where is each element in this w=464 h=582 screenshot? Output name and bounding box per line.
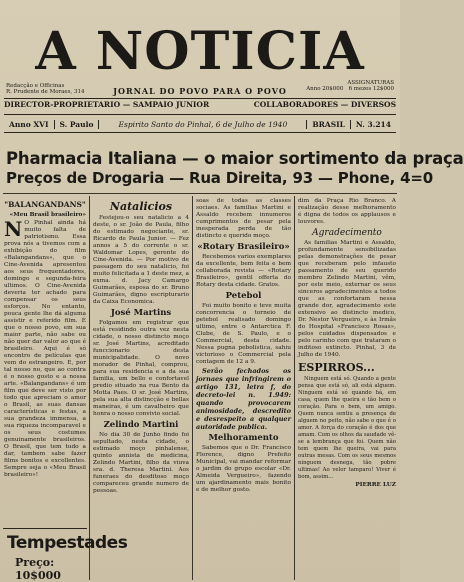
article-body: Foi muito bonito e teve muita concorrencia o torneio de petebol realisado domingo ultimo, entre o Antarctica F. Clube, de S. Paulo, e o Commercial, desta cidade. Nessa pugna pebolistica, sahiu victorioso o Commercial pela contagem de 12 a 9. <box>196 303 291 365</box>
collaborators: COLLABORADORES — DIVERSOS <box>253 100 396 109</box>
masthead <box>0 0 400 130</box>
issue-number: N. 3.214 <box>355 119 391 129</box>
article-headline: ESPIRROS... <box>298 361 375 374</box>
price-semester: 6 mezes 12$000 <box>348 86 394 92</box>
article-headline: «Rotary Brasileiro» <box>197 242 290 252</box>
book-ad-title: Tempestades <box>7 533 128 553</box>
ad-line-2: Preços de Drogaria — Rua Direita, 93 — Phone, 4=0 <box>6 169 433 187</box>
article-body: No dia 30 de Junho findo foi sepultado, nesta cidade, o estimado moço pinhalense, quinto annista de medicina, Zelindo Martini, filho da viuva sra. d. Theresa Martini. Aos funeraes do desditoso moço compareceu grande numero de pessoas. <box>93 432 189 494</box>
article-headline: Petebol <box>225 291 262 301</box>
column-1 <box>4 198 86 524</box>
article-body: Sabemos que o Dr. Francisco Florence, digno Prefeito Municipal, vai mandar reformar o jardim do grupo escolar «Dr. Almeida Vergueiro», fazendo um ajardinamento mais bonito e de melhor gosto. <box>196 445 291 493</box>
address-line-2: R. Prudente de Moraes, 314 <box>6 89 85 95</box>
column-rule <box>192 196 193 580</box>
article-subheadline: «Meu Brasil brasileiro» <box>9 212 86 218</box>
article-headline: Agradecimento <box>312 228 382 238</box>
article-body: soas de todas as classes sociaes. As familias Martini e Assaldo recebem innumeros cumprimentos de pesar pela inesperada perda de tão distincto e querido moço. <box>196 198 291 239</box>
issue-country: BRASIL <box>307 120 351 129</box>
article-body: Ninguem está só. Quando a gente pensa que está só, ali está alguem. Ninguem está só quando há, em casa, quem lhe queira e tão bem o coração. Para o bem, um amigo. Quem nunca sentiu a presença de alguem no peito, não sabe o que é o amor. A força do coração é dos que amam. Com os olhos da saudade vê-se a lembrança que foi. Quem não tem quem lhe queira, vai para outras mesas. Com os seus mesmos ninguem desnega, tão pobre ultimas! Ao velor tamparo! Viver é bom, assim... <box>298 376 396 480</box>
article-body: As familias Martini e Assaldo, profundamente sensibilizadas pelas demonstrações de pesar que receberam pelo infausto passamento de seu querido membro Zelindo Martini, vêm, por este meio, externar os seus sinceros agradecimentos a todos que as confortaram nessa grande dor, agradecimento este extensivo ao distincto medico, Dr. Nestor Vergueiro, e às Irmãs do Hospital «Francisco Rosas», pelos cuidados dispensados e pelo carinho com que trataram o inditoso extincto. Pinhal, 3 de Julho de 1940. <box>298 240 396 358</box>
issue-state: S. Paulo <box>55 120 100 129</box>
subscription-block <box>306 80 394 92</box>
address-line-1: Redacção e Officinas <box>6 83 65 89</box>
issue-date: Espirito Santo do Pinhal, 6 de Julho de 1940 <box>99 120 307 129</box>
column-3 <box>196 198 291 580</box>
column-2 <box>93 198 189 580</box>
subscription-label: ASSIGNATURAS <box>347 80 394 86</box>
legal-notice: Serão fechados os jornaes que infringirem o artigo 131, letra f, do decreto-lei n. 1.949: quando provocarem animosidade, descredito e desrespeito a qualquer autoridade publica. <box>196 367 291 431</box>
director: DIRECTOR-PROPRIETARIO — SAMPAIO JUNIOR <box>4 100 210 109</box>
divider <box>4 132 396 133</box>
article-body: O Pinhal ainda há muito falta de patriotismo. Essa prova nós a tivemos com a exhibição do film «Balangandans», que o Cine-Avenida apresentou aos seus frequentadores, domingo e segunda-feira ultimos. O Cine-Avenida deveria ter achado para compensar os seus esforços. No entanto, pouca gente lhe dá alguma assistir e referido film. É que o nosso povo, em sua maior parte, não sabe ou não quer dar valor ao que é brasileiro. Aqui é só encontro de películas que vem do estrangeiro. E, por tal nosso no, que ao contra é o nosso gosto e a nossa arte. «Balangandans» é um film que deve ser visto por todo que apreciam o amor o Brasil, as suas dansas características e festas, a sua grandeza immensa, a sua riqueza incomparavel e os seus costumes genuinamente brasileiros. O Brasil, que tem tudo a dar, tambem sabe fazer films bonitos e excellentes. Sempre seja o «Meu Brasil brasileiro»! <box>4 220 86 478</box>
column-rule <box>294 196 295 580</box>
article-headline: Melhoramento <box>208 433 279 443</box>
divider <box>4 98 396 99</box>
section-headline: Natalicios <box>109 200 173 213</box>
article-body: dim da Praça Rio Branco. A realização desse melhoramento é digna de todos os applausos e louvores. <box>298 198 396 225</box>
article-body: Folgamos em registrar que está residindo outra vez nesta cidade, o nosso distincto moço sr. José Martins, acreditado funccionario desta municipalidade. O novo morador de Pinhal, comprou, para sua residencia e a da sua familia, um bello e confortavel predio situado na rua Bento da Motta Paes. O sr. José Martins, pela sua alta distincção e bellas maneiras, é um cavalheiro que honra o nosso convivio social. <box>93 320 189 417</box>
drop-cap: N <box>4 217 23 241</box>
pharmacy-advertisement <box>0 143 464 191</box>
article-body: Festejou-o seu natalicio a 4 deste, o sr. João de Paula, filho do estimado negociante, sr. Ricardo de Paula Junior. — Fez annos a 5 do corrente o sr. Waldomar Lopes, gerente do Cine-Avenida. — Por motivo de passagem do seu natalicio, foi muito felicitada a 1 deste mez, a exma. d. Jacy Camargo Guimarães, esposa do sr. Bruno Guimarães, digno escripturario da Caixa Economica. <box>93 215 189 305</box>
article-body: Recebemos varios exemplares da excellente, bem feita e bem collaborada revista — «Rotary Brasileiro», gentil offerta do Rotary desta cidade. Gratos. <box>196 254 291 288</box>
divider <box>3 193 397 194</box>
issue-year: Anno XVI <box>4 120 55 129</box>
newspaper-title: A NOTICIA <box>35 21 365 82</box>
ad-line-1: Pharmacia Italiana — o maior sortimento da praça <box>6 149 464 168</box>
divider <box>4 114 396 115</box>
article-headline: José Martins <box>110 308 172 318</box>
price-year: Anno 20$000 <box>306 86 344 92</box>
book-advertisement <box>3 528 128 582</box>
article-headline: Zelindo Martini <box>103 420 179 430</box>
article-headline: "BALANGANDANS" <box>4 200 86 209</box>
column-4 <box>298 198 396 580</box>
author-signature: PIERRE LUZ <box>355 482 396 488</box>
staff-line <box>4 100 396 109</box>
motto: JORNAL DO POVO PARA O POVO <box>113 86 287 96</box>
issue-info-bar <box>4 118 396 130</box>
column-rule <box>89 196 90 580</box>
book-ad-price: Preço: 10$000 <box>15 556 61 582</box>
